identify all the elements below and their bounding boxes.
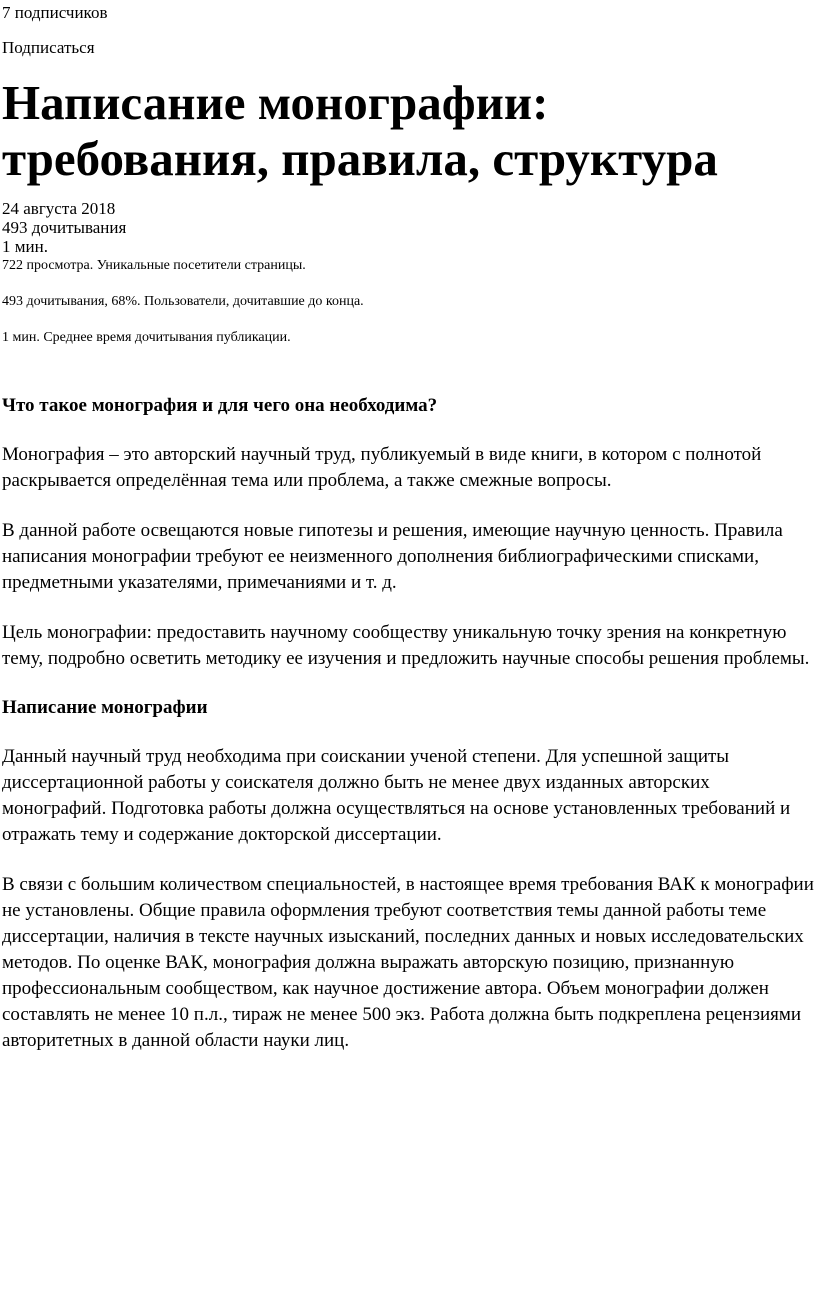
- subscribe-button[interactable]: Подписаться: [2, 38, 95, 57]
- paragraph: Данный научный труд необходима при соискании ученой степени. Для успешной защиты диссертационной работы у соискателя должно быть не менее двух изданных авторских монографий. Подготовка работы должна осуществляться на основе установленных требований и отражать тему и содержание докторской диссертации.: [2, 746, 791, 845]
- paragraph: В связи с большим количеством специальностей, в настоящее время требования ВАК к монографии не установлены. Общие правила оформления требуют соответствия темы данной работы теме диссертации, наличия в тексте научных изысканий, последних данных и новых исследовательских методов. По оценке ВАК, монография должна выражать авторскую позицию, признанную профессиональным сообществом, как научное достижение автора. Объем монографии должен составлять не менее 10 п.л., тираж не менее 500 экз. Работа должна быть подкреплена рецензиями авторитетных в данной области науки лиц.: [2, 874, 814, 1051]
- read-through-stat: 493 дочитывания, 68%. Пользователи, дочитавшие до конца.: [2, 294, 364, 309]
- article-meta: [2, 199, 814, 256]
- paragraph: В данной работе освещаются новые гипотезы и решения, имеющие научную ценность. Правила написания монографии требуют ее неизменного дополнения библиографическими списками, предметными указателями, примечаниями и т. д.: [2, 520, 783, 593]
- subscriber-count: 7 подписчиков: [2, 3, 108, 22]
- publish-date: 24 августа 2018: [2, 199, 116, 218]
- read-time-stat: 1 мин. Среднее время дочитывания публикации.: [2, 330, 291, 345]
- read-through-count: 493 дочитывания: [2, 218, 127, 237]
- paragraph: Цель монографии: предоставить научному сообществу уникальную точку зрения на конкретную тему, подробно осветить методику ее изучения и предложить научные способы решения проблемы.: [2, 622, 810, 669]
- section-heading-writing: Написание монографии: [2, 697, 208, 718]
- read-time: 1 мин.: [2, 237, 48, 256]
- views-stat: 722 просмотра. Уникальные посетители страницы.: [2, 258, 306, 273]
- section-heading-what-is: Что такое монография и для чего она необходима?: [2, 395, 438, 416]
- paragraph: Монография – это авторский научный труд, публикуемый в виде книги, в котором с полнотой раскрывается определённая тема или проблема, а также смежные вопросы.: [2, 444, 762, 491]
- article-title: Написание монографии: требования, правила, структура: [2, 75, 718, 186]
